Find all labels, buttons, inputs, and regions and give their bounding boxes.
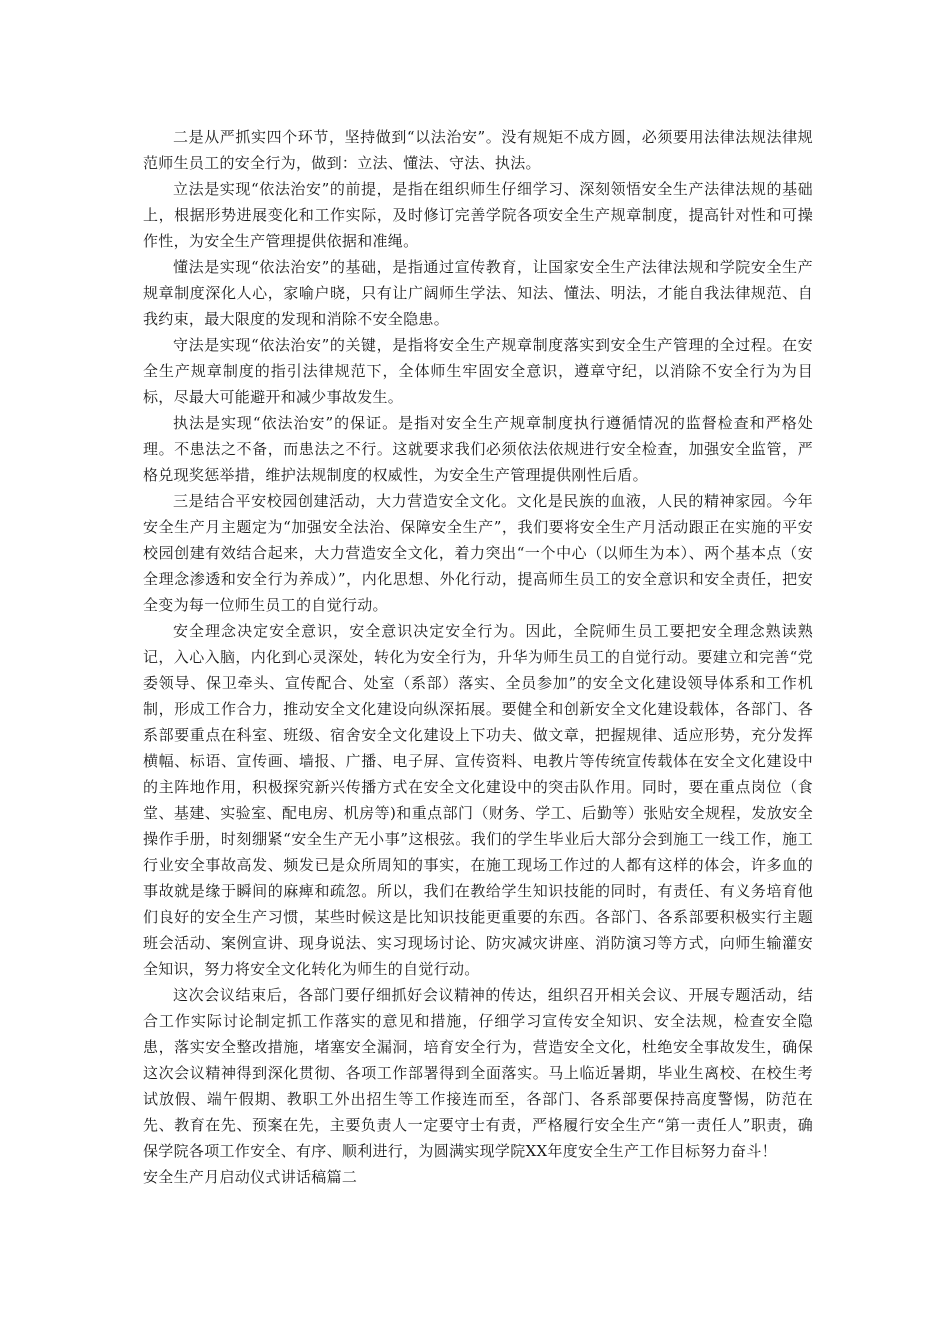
paragraph-3: 懂法是实现“依法治安”的基础，是指通过宣传教育，让国家安全生产法律法规和学院安全生产规章制度深化人心，家喻户晓，只有让广阔师生学法、知法、懂法、明法，才能自我法律规范、自我约束，最大限度的发现和消除不安全隐患。 xyxy=(143,258,813,328)
paragraph-6: 三是结合平安校园创建活动，大力营造安全文化。文化是民族的血液，人民的精神家园。今年安全生产月主题定为“加强安全法治、保障安全生产”，我们要将安全生产月活动跟正在实施的平安校园创建有效结合起来，大力营造安全文化，着力突出“一个中心（以师生为本）、两个基本点（安全理念渗透和安全行为养成）”，内化思想、外化行动，提高师生员工的安全意识和安全责任，把安全变为每一位师生员工的自觉行动。 xyxy=(143,492,813,614)
paragraph-5: 执法是实现“依法治安”的保证。是指对安全生产规章制度执行遵循情况的监督检查和严格处理。不患法之不备，而患法之不行。这就要求我们必须依法依规进行安全检查，加强安全监管，严格兑现奖惩举措，维护法规制度的权威性，为安全生产管理提供刚性后盾。 xyxy=(143,414,813,484)
paragraph-1: 二是从严抓实四个环节，坚持做到“以法治安”。没有规矩不成方圆，必须要用法律法规法律规范师生员工的安全行为，做到：立法、懂法、守法、执法。 xyxy=(143,128,813,172)
closing-title: 安全生产月启动仪式讲话稿篇二 xyxy=(143,1168,358,1186)
paragraph-2: 立法是实现“依法治安”的前提，是指在组织师生仔细学习、深刻领悟安全生产法律法规的基础上，根据形势进展变化和工作实际，及时修订完善学院各项安全生产规章制度，提高针对性和可操作性，为安全生产管理提供依据和准绳。 xyxy=(143,180,813,250)
document-page xyxy=(143,124,813,1190)
paragraph-4: 守法是实现“依法治安”的关键，是指将安全生产规章制度落实到安全生产管理的全过程。在安全生产规章制度的指引法律规范下，全体师生牢固安全意识，遵章守纪，以消除不安全行为为目标，尽最大可能避开和减少事故发生。 xyxy=(143,336,813,406)
paragraph-7: 安全理念决定安全意识，安全意识决定安全行为。因此，全院师生员工要把安全理念熟读熟记，入心入脑，内化到心灵深处，转化为安全行为，升华为师生员工的自觉行动。要建立和完善“党委领导、保卫牵头、宣传配合、处室（系部）落实、全员参加”的安全文化建设领导体系和工作机制，形成工作合力，推动安全文化建设向纵深拓展。要健全和创新安全文化建设载体，各部门、各系部要重点在科室、班级、宿舍安全文化建设上下功夫、做文章，把握规律、适应形势，充分发挥横幅、标语、宣传画、墙报、广播、电子屏、宣传资料、电教片等传统宣传载体在安全文化建设中的主阵地作用，积极探究新兴传播方式在安全文化建设中的突击队作用。同时，要在重点岗位（食堂、基建、实验室、配电房、机房等)和重点部门（财务、学工、后勤等）张贴安全规程，发放安全操作手册，时刻绷紧“安全生产无小事”这根弦。我们的学生毕业后大部分会到施工一线工作，施工行业安全事故高发、频发已是众所周知的事实，在施工现场工作过的人都有这样的体会，许多血的事故就是缘于瞬间的麻痺和疏忽。所以，我们在教给学生知识技能的同时，有责任、有义务培育他们良好的安全生产习惯，某些时候这是比知识技能更重要的东西。各部门、各系部要积极实行主题班会活动、案例宣讲、现身说法、实习现场讨论、防灾减灾讲座、消防演习等方式，向师生输灌安全知识，努力将安全文化转化为师生的自觉行动。 xyxy=(143,622,813,978)
paragraph-8: 这次会议结束后，各部门要仔细抓好会议精神的传达，组织召开相关会议、开展专题活动，结合工作实际讨论制定抓工作落实的意见和措施，仔细学习宣传安全知识、安全法规，检查安全隐患，落实安全整改措施，堵塞安全漏洞，培育安全行为，营造安全文化，杜绝安全事故发生，确保这次会议精神得到深化贯彻、各项工作部署得到全面落实。马上临近暑期，毕业生离校、在校生考试放假、端午假期、教职工外出招生等工作接连而至，各部门、各系部要保持高度警惕，防范在先、教育在先、预案在先，主要负责人一定要守士有责，严格履行安全生产“第一责任人”职责，确保学院各项工作安全、有序、顺利进行，为圆满实现学院XX年度安全生产工作目标努力奋斗！ xyxy=(143,986,813,1160)
